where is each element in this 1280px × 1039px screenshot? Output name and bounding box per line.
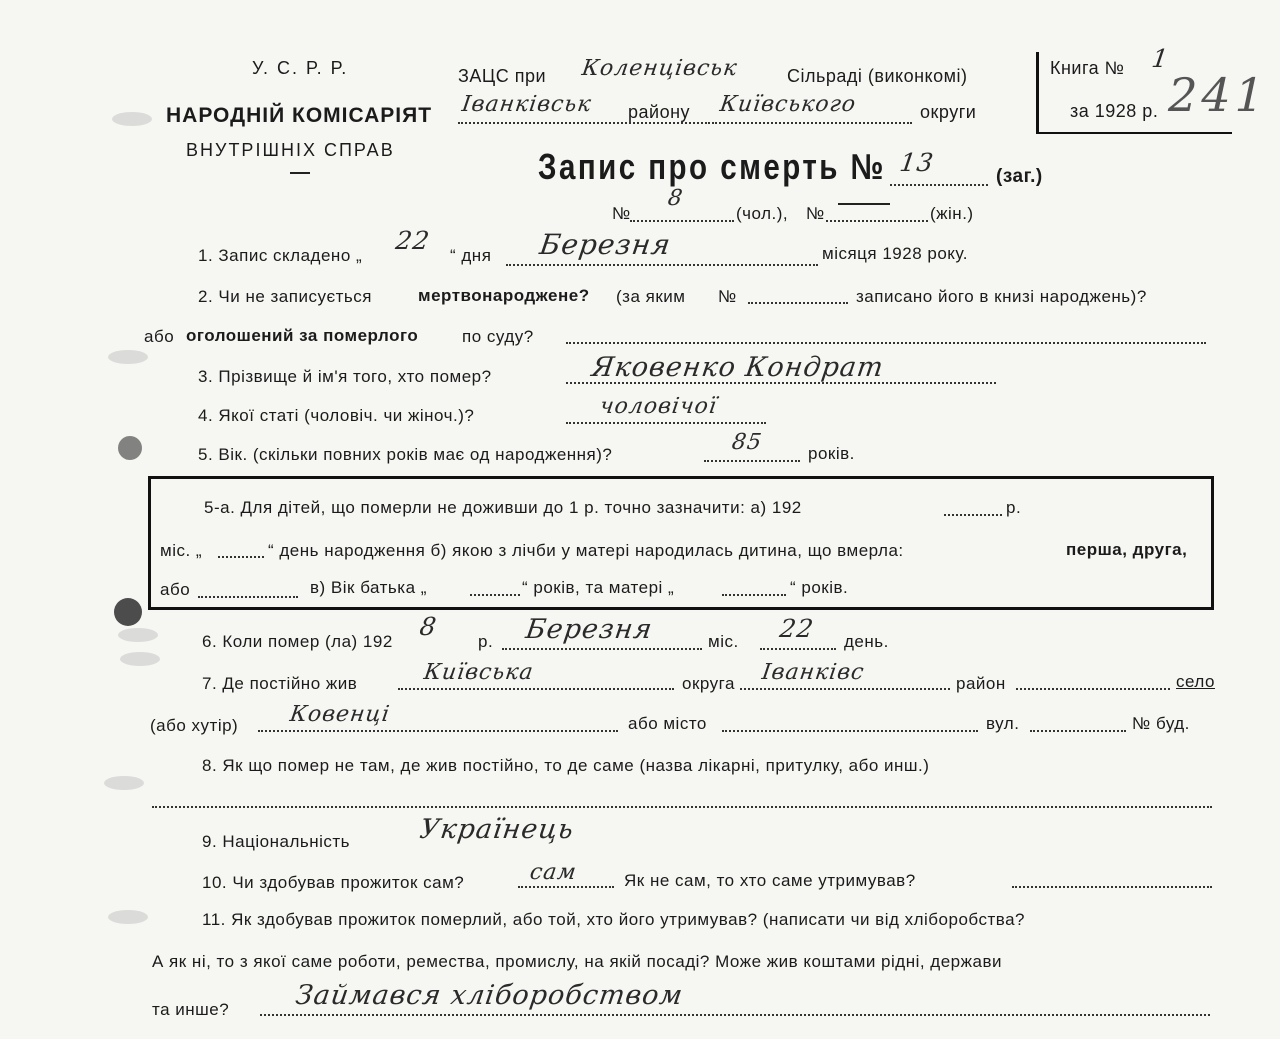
okruha-value: Київського <box>718 92 858 117</box>
paper-smudge <box>108 350 148 364</box>
field-10-a: 10. Чи здобував прожиток сам? <box>202 873 465 892</box>
field-9-value: Українець <box>417 814 577 845</box>
field-1-month-dots <box>506 264 818 266</box>
field-6-b: р. <box>478 632 494 651</box>
field-10-value: сам <box>528 860 579 885</box>
book-box-border <box>1036 132 1232 134</box>
field-7-street-dots <box>1030 730 1126 732</box>
field-8-label: 8. Як що помер не там, де жив постійно, то де саме (назва лікарні, притулку, або инш.) <box>202 756 930 775</box>
field-5a-line3-c: “ років, та матері „ <box>522 578 675 597</box>
field-5a-mother-dots <box>722 594 786 596</box>
punch-hole <box>114 598 142 626</box>
field-3-label: 3. Прізвище й ім'я того, хто помер? <box>198 367 492 386</box>
pencil-record-number: 241 <box>1162 68 1274 122</box>
header-dash <box>290 172 310 174</box>
field-2-g: оголошений за померлого <box>186 326 419 345</box>
paper-smudge <box>118 628 158 642</box>
book-box-border <box>1036 52 1039 134</box>
zags-village-value: Коленцівськ <box>580 56 740 81</box>
field-11-line1: 11. Як здобував прожиток померлий, або той, хто його утримував? (написати чи від хліборобства? <box>202 910 1025 929</box>
field-7-b: округа <box>682 674 735 693</box>
paper-smudge <box>104 776 144 790</box>
male-no-label: № <box>612 204 631 223</box>
field-4-value: чоловічої <box>598 394 719 419</box>
field-4-label: 4. Якої статі (чоловіч. чи жіноч.)? <box>198 406 475 425</box>
field-5a-line2-c: перша, друга, <box>1066 540 1188 559</box>
field-1-month: Березня <box>537 228 674 261</box>
field-1-day: 22 <box>393 226 432 255</box>
punch-hole <box>118 436 142 460</box>
field-6-day-dots <box>760 648 836 650</box>
field-6-c: міс. <box>708 632 739 651</box>
field-6-day: 22 <box>777 614 816 643</box>
field-5-value: 85 <box>730 430 764 455</box>
field-11-dots <box>260 1014 1210 1016</box>
field-8-dots <box>152 806 1212 808</box>
field-5-post: років. <box>808 444 855 463</box>
field-2-court-dots <box>566 342 1206 344</box>
field-3-dots <box>566 382 996 384</box>
record-number: 13 <box>897 148 936 177</box>
field-7-village: Ковенці <box>288 702 392 727</box>
record-number-dots <box>890 184 988 186</box>
field-7-g: вул. <box>986 714 1020 733</box>
field-7-hamlet-dots <box>258 730 618 732</box>
raion-label: району <box>628 102 691 122</box>
field-7-f: або місто <box>628 714 707 733</box>
zags-prefix: ЗАЦС при <box>458 66 547 86</box>
male-label: (чол.), <box>736 204 789 223</box>
field-7-d: село <box>1176 672 1215 691</box>
field-5a-line1: 5-а. Для дітей, що померли не доживши до 1 р. точно зазначити: а) 192 <box>204 498 802 517</box>
field-2-e: записано його в книзі народжень)? <box>856 287 1147 306</box>
field-5a-year-dots <box>944 514 1002 516</box>
commissariat-title: НАРОДНІЙ КОМІСАРІЯТ <box>166 104 433 127</box>
field-6-a: 6. Коли помер (ла) 192 <box>202 632 393 651</box>
okruha-dots <box>712 122 912 124</box>
field-9-label: 9. Національність <box>202 832 351 851</box>
field-6-d: день. <box>844 632 889 651</box>
field-4-dots <box>566 422 766 424</box>
female-no-label: № <box>806 204 825 223</box>
field-11-line3: та инше? <box>152 1000 230 1019</box>
record-title: Запис про смерть № <box>538 146 886 187</box>
field-7-raion-dots <box>740 688 950 690</box>
male-number-dots <box>630 220 734 222</box>
field-7-okruha: Київська <box>422 660 536 685</box>
male-number: 8 <box>666 186 685 211</box>
field-2-a: 2. Чи не записується <box>198 287 372 306</box>
paper-smudge <box>112 112 152 126</box>
field-5a-father-dots <box>470 594 520 596</box>
field-5a-line3-b: в) Вік батька „ <box>310 578 427 597</box>
field-5a-or-dots <box>198 596 298 598</box>
field-1-post: місяця 1928 року. <box>822 244 968 263</box>
field-7-a: 7. Де постійно жив <box>202 674 358 693</box>
field-7-raion: Іванківс <box>760 660 867 685</box>
paper-smudge <box>120 652 160 666</box>
field-2-number-dots <box>748 302 848 304</box>
field-1-mid: “ дня <box>450 246 492 265</box>
paper-smudge <box>108 910 148 924</box>
field-11-line2: А як ні, то з якої саме роботи, ремества, промислу, на якій посаді? Може жив коштами рідні, держави <box>152 952 1002 971</box>
field-5-dots <box>704 460 800 462</box>
okruha-label: округи <box>920 102 977 122</box>
field-7-h: № буд. <box>1132 714 1190 733</box>
female-number-dots <box>826 220 928 222</box>
field-10-dots <box>518 886 614 888</box>
field-7-okruha-dots <box>398 688 674 690</box>
book-label: Книга № <box>1050 58 1125 78</box>
field-2-d: № <box>718 287 737 306</box>
field-5a-line1-end: р. <box>1006 498 1022 517</box>
zags-suffix: Сільраді (виконкомі) <box>787 66 968 86</box>
field-2-b: мертвонароджене? <box>418 286 590 305</box>
female-label: (жін.) <box>930 204 974 223</box>
field-7-village-dots <box>1016 688 1170 690</box>
field-10-keeper-dots <box>1012 886 1212 888</box>
field-6-month: Березня <box>523 614 655 645</box>
field-11-value: Займався хліборобством <box>293 980 686 1011</box>
book-number: 1 <box>1149 44 1171 73</box>
field-2-h: по суду? <box>462 327 534 346</box>
field-5a-month-dots <box>218 556 264 558</box>
field-7-city-dots <box>722 730 978 732</box>
female-number-dash <box>838 203 890 205</box>
record-suffix: (заг.) <box>996 166 1043 187</box>
field-3-value: Яковенко Кондрат <box>589 352 886 383</box>
field-5-label: 5. Вік. (скільки повних років має од народження)? <box>198 445 613 464</box>
field-5a-line3-d: “ років. <box>790 578 849 597</box>
field-5a-line3-a: або <box>160 580 191 599</box>
book-year: за 1928 р. <box>1070 101 1159 121</box>
field-2-f: або <box>144 327 175 346</box>
field-7-e: (або хутір) <box>150 716 239 735</box>
field-6-year: 8 <box>417 612 439 641</box>
field-6-month-dots <box>502 648 702 650</box>
raion-value: Іванківськ <box>460 92 594 117</box>
field-2-c: (за яким <box>616 287 686 306</box>
field-5a-line2-b: “ день народження б) якою з лічби у матері народилась дитина, що вмерла: <box>268 541 904 560</box>
commissariat-subtitle: ВНУТРІШНІХ СПРАВ <box>186 140 395 160</box>
field-5a-line2-a: міс. „ <box>160 541 203 560</box>
field-1-label: 1. Запис складено „ <box>198 246 363 265</box>
ussr-label: У. С. Р. Р. <box>252 58 349 78</box>
field-7-c: район <box>956 674 1006 693</box>
field-10-b: Як не сам, то хто саме утримував? <box>624 871 916 890</box>
